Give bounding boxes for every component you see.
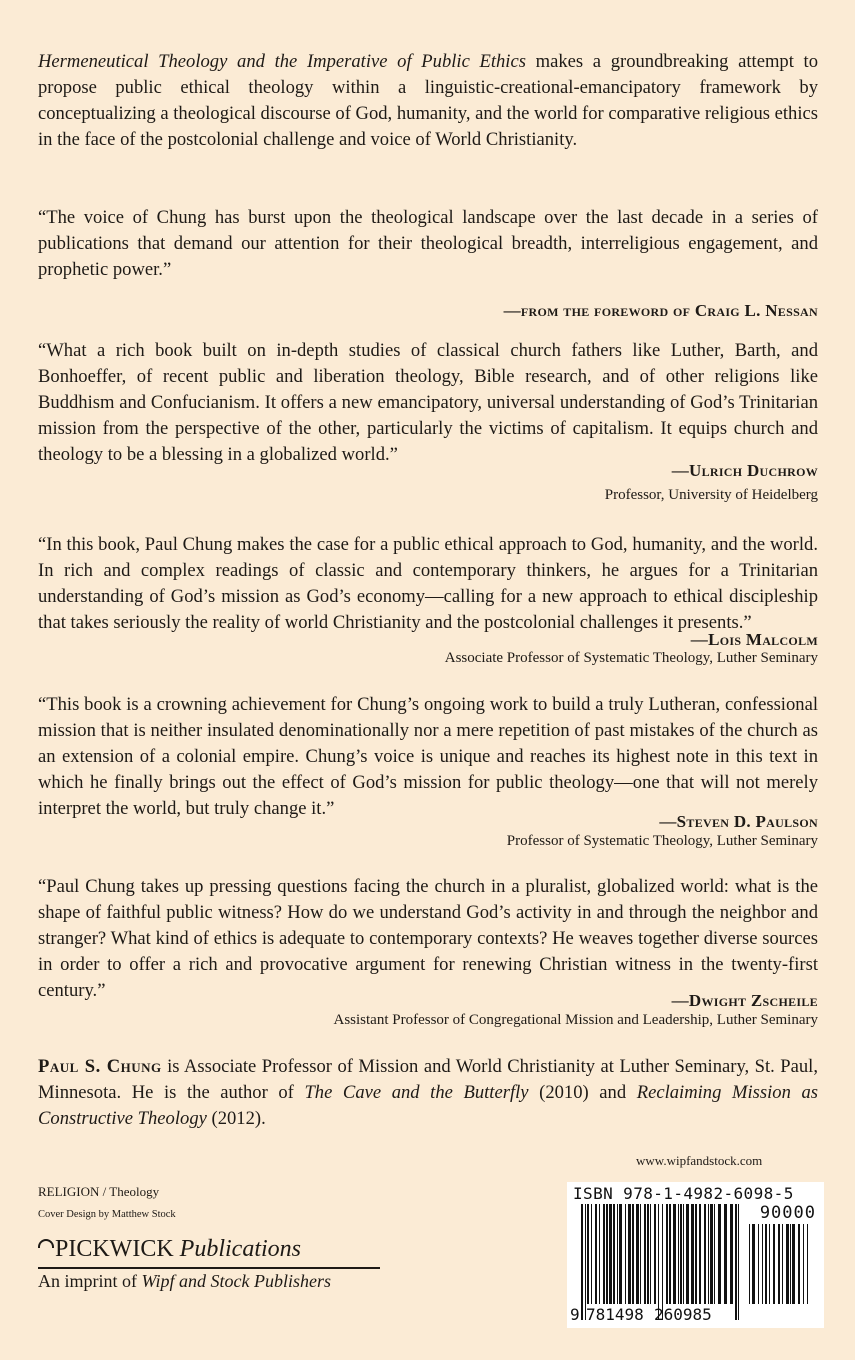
barcode-bar [686,1204,689,1304]
book-description: Hermeneutical Theology and the Imperative of Public Ethics makes a groundbreaking attempt to propose public ethical theology within a linguistic-creational-emancipatory framework by conceptualizing a theological discourse of God, humanity, and the world for comparative religious ethics in the face of the postcolonial challenge and voice of World Christianity. [38,51,819,150]
price-code: 90000 [759,1203,816,1223]
endorsement-attribution: —from the foreword of Craig L. Nessan [503,301,818,320]
isbn-barcode [567,1182,824,1328]
endorsement-affiliation: Associate Professor of Systematic Theology, Luther Seminary [444,650,818,666]
barcode-bar [678,1204,679,1304]
barcode-group-2: 260985 [654,1305,712,1324]
publisher-divider [38,1267,380,1269]
endorsement-attribution: —Dwight Zscheile [671,991,818,1010]
barcode-bar [599,1204,600,1304]
endorsement-attribution: —Steven D. Paulson [659,812,818,831]
barcode-bar [807,1224,808,1304]
author-name: Paul S. Chung [38,1056,162,1077]
barcode-bar [587,1204,589,1304]
endorsement-quote: “Paul Chung takes up pressing questions facing the church in a pluralist, globalized world: what is the shape of faithful public witness? How do we understand God’s activity in and through the neighbor and stranger? What kind of ethics is adequate to contemporary contexts? He weaves together diverse sources in order to offer a rich and provocative argument for renewing Christian witness in the twenty-first century.” [38,876,818,1001]
barcode-bar [803,1224,804,1304]
barcode-bar [640,1204,641,1304]
isbn-text: ISBN 978-1-4982-6098-5 [573,1184,794,1203]
barcode-bar [762,1224,763,1304]
endorsement-attribution: —Lois Malcolm [690,630,818,649]
barcode-bar [619,1204,622,1304]
barcode-bar [636,1204,639,1304]
publisher-website: www.wipfandstock.com [636,1153,763,1168]
book-title: Hermeneutical Theology and the Imperative of Public Ethics [38,51,526,72]
barcode-bar [749,1224,750,1304]
pickwick-logo-icon [38,1239,54,1248]
endorsement-affiliation: Assistant Professor of Congregational Mission and Leadership, Luther Seminary [333,1012,818,1028]
barcode-bar [704,1204,706,1304]
barcode-bar [786,1224,789,1304]
barcode-bar [724,1204,727,1304]
publisher-logo: PICKWICK Publications [38,1236,301,1263]
imprint-line: An imprint of Wipf and Stock Publishers [38,1271,331,1291]
barcode-bar [632,1204,634,1304]
author-bio: Paul S. Chung is Associate Professor of Mission and World Christianity at Luther Seminary, St. Paul, Minnesota. He is the author of The Cave and the Butterfly (2010) and Reclaiming Mission as Constructive Theology (2012). [38,1056,818,1129]
barcode-bar [606,1204,608,1304]
barcode-bar [609,1204,612,1304]
barcode-bar [613,1204,615,1304]
barcode-bar [798,1224,800,1304]
barcode-bar [765,1224,767,1304]
barcode-first-digit: 9 [570,1305,580,1324]
barcode-bar [792,1224,795,1304]
barcode-bar [710,1204,713,1304]
barcode-group-1: 781498 [586,1305,644,1324]
barcode-bar [758,1224,759,1304]
endorsement-affiliation: Professor, University of Heidelberg [604,487,818,503]
barcode-bar [666,1204,668,1304]
endorsement-quote: “This book is a crowning achievement for Chung’s ongoing work to build a truly Lutheran, confessional mission that is neither insulated denominationally nor a mere repetition of past mistakes of the church as an extension of a colonial empire. Chung’s voice is unique and reaches its highest note in this text in which he finally brings out the effect of God’s mission for public theology—one that will not merely interpret the world, but truly change it.” [38,694,818,819]
barcode-bar [695,1204,697,1304]
cover-design-credit: Cover Design by Matthew Stock [38,1209,176,1220]
barcode-bar [730,1204,733,1304]
barcode-bar [708,1204,709,1304]
barcode-bar [628,1204,631,1304]
barcode-bar [654,1204,656,1304]
barcode-bar [769,1224,770,1304]
barcode-bar [595,1204,597,1304]
barcode-bar [738,1204,739,1320]
endorsement-affiliation: Professor of Systematic Theology, Luther Seminary [506,833,818,849]
barcode-bar [683,1204,684,1304]
barcode-bar [658,1204,659,1320]
barcode-bar [650,1204,651,1304]
endorsement-quote: “The voice of Chung has burst upon the theological landscape over the last decade in a series of publications that demand our attention for their theological breadth, interreligious engagement, and prophetic power.” [38,207,818,280]
barcode-bar [691,1204,694,1304]
barcode-bar [735,1204,737,1320]
barcode-bar [591,1204,592,1304]
barcode-bar [673,1204,676,1304]
barcode-bar [782,1224,783,1304]
category-label: RELIGION / Theology [38,1184,160,1199]
barcode-bar [773,1224,775,1304]
barcode-bar [714,1204,715,1304]
barcode-bar [680,1204,682,1304]
barcode-bar [617,1204,618,1304]
endorsement-quote: “In this book, Paul Chung makes the case for a public ethical approach to God, humanity, and the world. In rich and complex readings of classic and contemporary thinkers, he argues for a Trinitarian understanding of God’s mission as God’s economy—calling for a new approach to ethical discipleship that takes seriously the reality of world Christianity and the postcolonial challenges it presents.” [38,534,818,633]
barcode-bar [625,1204,626,1304]
barcode-bar [647,1204,649,1304]
barcode-bar [585,1204,586,1320]
barcode-bar [752,1224,755,1304]
barcode-bar [778,1224,780,1304]
barcode-bar [669,1204,671,1304]
endorsement-attribution: —Ulrich Duchrow [671,461,818,480]
barcode-bar [790,1224,791,1304]
barcode-bar [699,1204,701,1304]
barcode-bar [581,1204,583,1320]
barcode-bar [603,1204,605,1304]
barcode-bar [644,1204,646,1304]
endorsement-quote: “What a rich book built on in-depth studies of classical church fathers like Luther, Barth, and Bonhoeffer, of recent public and liberation theology, Bible research, and of other religions like Buddhism and Confucianism. It offers a new emancipatory, universal understanding of God’s Trinitarian mission from the perspective of the other, particularly the victims of capitalism. It equips church and theology to be a blessing in a globalized world.” [38,340,818,465]
barcode-bar [662,1204,663,1320]
barcode-bar [718,1204,721,1304]
